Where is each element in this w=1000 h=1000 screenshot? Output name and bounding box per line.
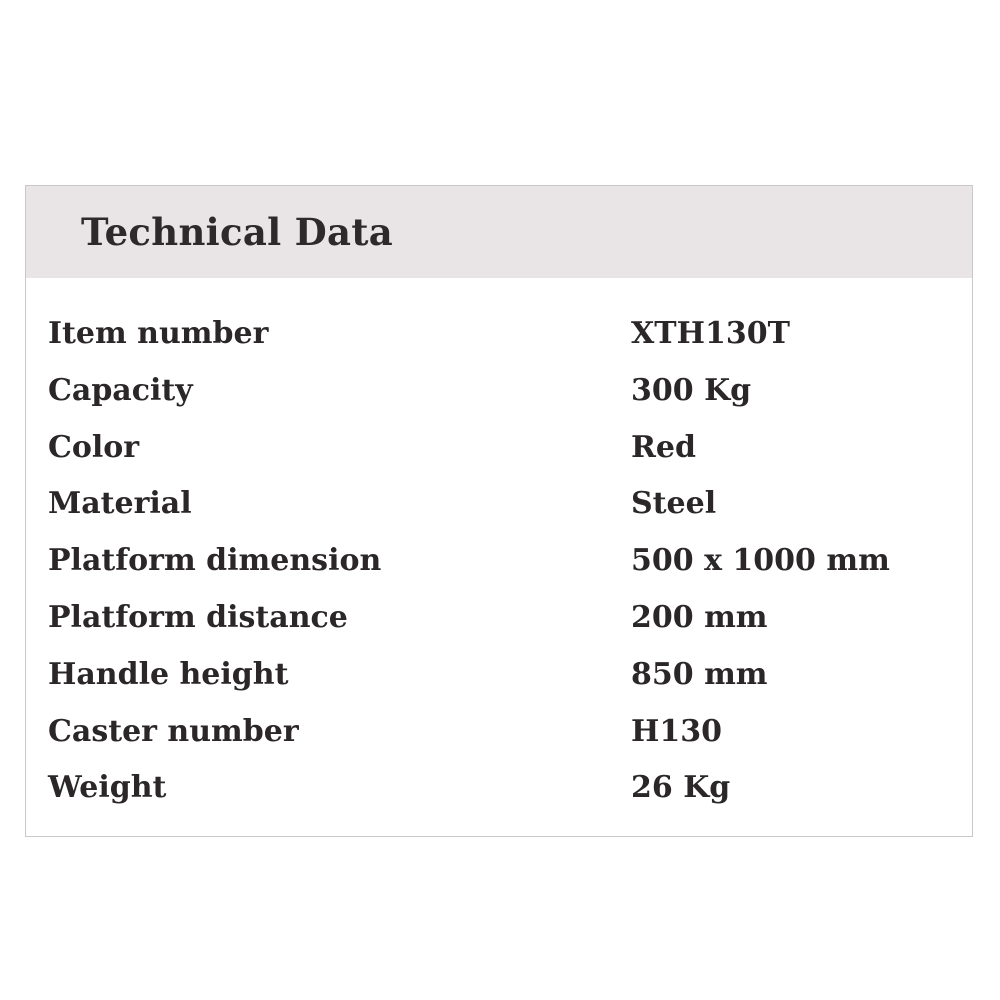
spec-value: 500 x 1000 mm [631, 543, 890, 579]
spec-value: Red [631, 429, 696, 465]
spec-row-capacity [26, 363, 972, 420]
spec-row-platform-distance [26, 590, 972, 647]
spec-value: 300 Kg [631, 372, 752, 408]
spec-label: Platform dimension [48, 543, 382, 579]
spec-row-color [26, 420, 972, 477]
spec-value: 850 mm [631, 656, 768, 692]
spec-label: Item number [48, 316, 269, 351]
spec-value: 200 mm [631, 599, 768, 635]
spec-label: Caster number [48, 713, 299, 749]
spec-value: 26 Kg [631, 770, 731, 806]
spec-row-item-number [26, 306, 972, 363]
spec-value: Steel [631, 486, 717, 522]
spec-row-weight [26, 760, 972, 817]
spec-value: H130 [631, 713, 722, 749]
spec-row-platform-dimension [26, 533, 972, 590]
spec-label: Weight [48, 770, 167, 806]
spec-label: Platform distance [48, 599, 348, 635]
spec-label: Capacity [48, 372, 193, 408]
card-header [26, 186, 972, 278]
spec-row-handle-height [26, 647, 972, 704]
spec-row-caster-number [26, 704, 972, 761]
spec-label: Handle height [48, 656, 289, 692]
spec-label: Material [48, 486, 192, 522]
spec-list [26, 306, 972, 817]
technical-data-card [25, 185, 973, 837]
spec-value: XTH130T [631, 316, 790, 351]
card-title: Technical Data [81, 210, 393, 254]
spec-label: Color [48, 429, 140, 465]
spec-row-material [26, 476, 972, 533]
